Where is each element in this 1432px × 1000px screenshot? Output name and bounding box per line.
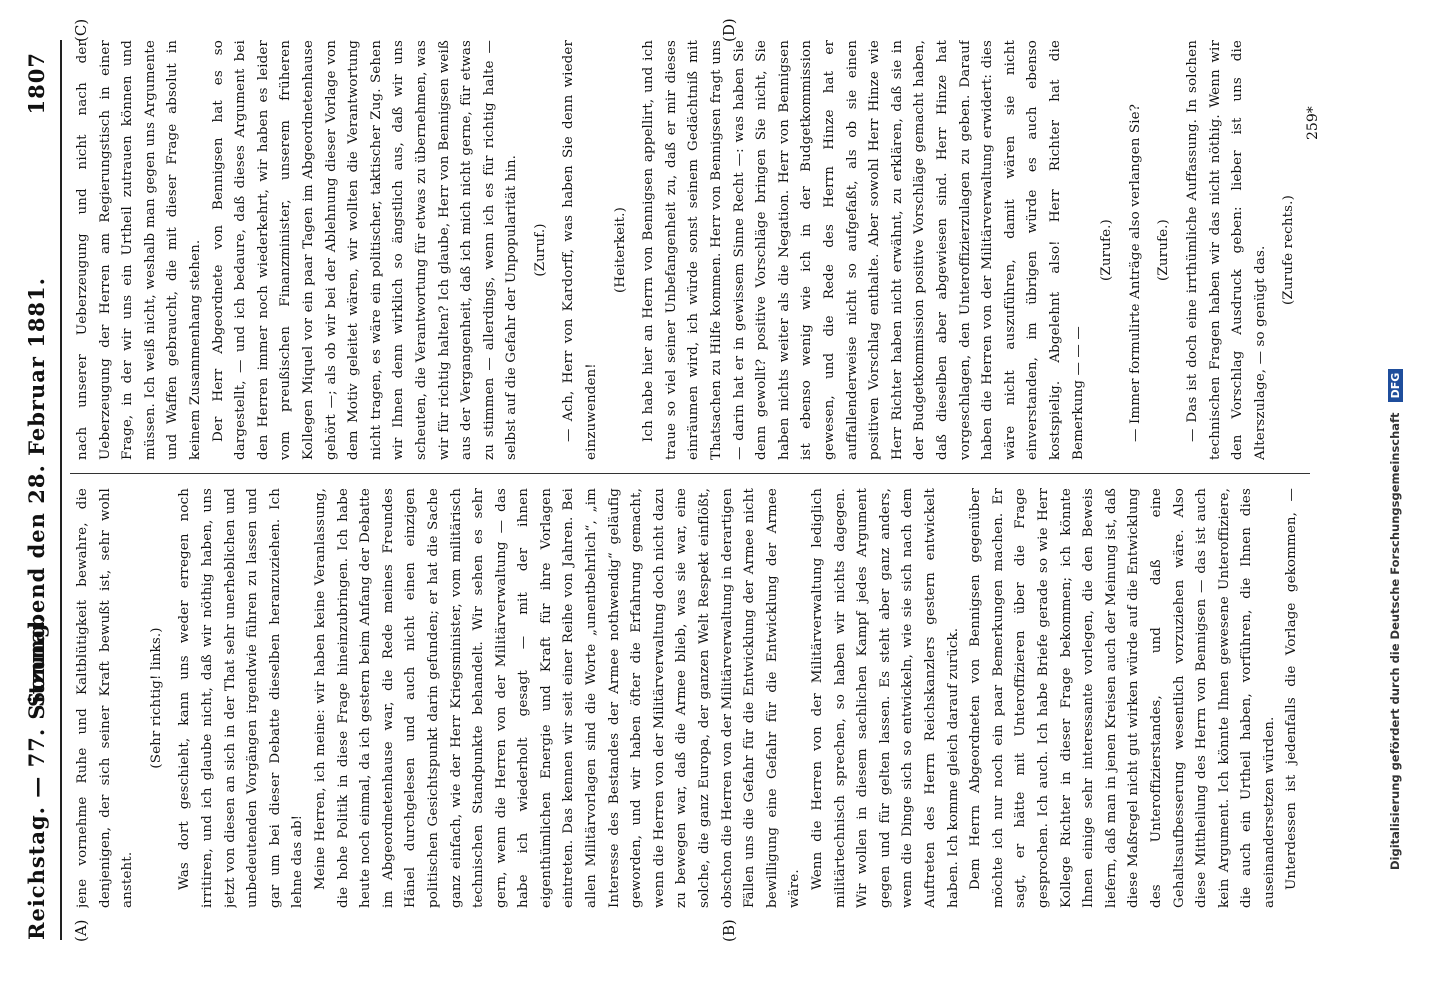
paragraph: Ich habe hier an Herrn von Bennigsen appellirt, und ich traue so viel seiner Unbefangenheit zu, daß er mir dieses einräumen wird, ich würde sonst seinem Gedächtniß mit Thatsachen zu Hilfe kommen. Herr von Bennigsen fragt uns — darin hat er in gewissem Sinne Recht —: was haben Sie denn gewollt? positive Vorschläge bringen Sie nicht, Sie haben nichts weiter als die Negation. Herr von Bennigsen ist ebenso wenig wie ich in der Budgetkommission gewesen, und die Rede des Herrn Hinze hat er auffallenderweise nicht so aufgefaßt, als ob sie einen positiven Vorschlag enthalte. Aber sowohl Herr Hinze wie Herr Richter haben nicht erwähnt, zu erklären, daß sie in der Budgetkommission positive Vorschläge gemacht haben, daß dieselben aber abgewiesen sind. Herr Hinze hat vorgeschlagen, den Unteroffizierzulagen zu geben. Darauf haben die Herren von der Militärverwaltung erwidert: dies wäre nicht auszuführen, damit wären sie nicht einverstanden, im übrigen würde es auch ebenso kostspielig. Abgelehnt also! Herr Richter hat die Bemerkung — — — xyxy=(641,40,1086,460)
interjection: (Zuruf.) xyxy=(532,223,548,277)
interjection: (Heiterkeit.) xyxy=(612,207,628,293)
paragraph: — Das ist doch eine irrthümliche Auffassung. In solchen technischen Fragen haben wir das nicht nöthig. Wenn wir den Vorschlag Ausdruck geben: lieber ist uns die Alterszulage, — so genügt das. xyxy=(1184,40,1268,460)
interjection: (Zurufe rechts.) xyxy=(1281,195,1297,305)
header-rule xyxy=(60,40,62,940)
left-text-column xyxy=(72,488,1302,908)
margin-marker-c: (C) xyxy=(72,18,90,42)
margin-marker-b: (B) xyxy=(720,919,738,942)
margin-marker-a: (A) xyxy=(72,919,90,942)
digitization-credit xyxy=(1388,10,1412,870)
digitization-note: Digitalisierung gefördert durch die Deutsche Forschungsgemeinschaft xyxy=(1388,412,1402,870)
column-divider xyxy=(70,473,1310,474)
paragraph: — Immer formulirte Anträge also verlangen Sie? xyxy=(1127,103,1143,442)
paragraph: Dem Herrn Abgeordneten von Bennigsen gegenüber möchte ich nur noch ein paar Bemerkungen machen. Er sagt, er hätte mit Unteroffizieren über die Frage gesprochen. Ich auch. Ich habe Briefe gerade so wie Herr Kollege Richter in dieser Frage bekommen; ich könnte Ihnen einige sehr interessante vorlegen, die den Beweis liefern, daß man in jenen Kreisen auch der Meinung ist, daß diese Maßregel nicht gut wirken würde auf die Entwicklung des Unteroffizierstandes, und daß eine Gehaltsaufbesserung wesentlich vorzuziehen wäre. Also diese Mittheilung des Herrn von Bennigsen — das ist auch kein Argument. Ich könnte Ihnen gewesene Unteroffiziere, die auch ein Urtheil haben, vorführen, die Ihnen dies auseinandersetzen würden. xyxy=(968,488,1277,908)
paragraph: nach unserer Ueberzeugung und nicht nach der Ueberzeugung der Herren am Regierungstisch in einer Frage, in der wir uns ein Urtheil zutrauen können und müssen. Ich weiß nicht, weshalb man gegen uns Argumente und Waffen gebraucht, die mit dieser Frage absolut in keinem Zusammenhang stehen. xyxy=(75,40,203,460)
interjection: (Sehr richtig! links.) xyxy=(148,627,164,769)
page-header xyxy=(14,32,62,952)
paragraph: Der Herr Abgeordnete von Bennigsen hat es so dargestellt, — und ich bedaure, daß dieses Argument bei den Herren immer noch wiederkehrt, wir haben es leider vom preußischen Finanzminister, unserem früheren Kollegen Miquel vor ein paar Tagen im Abgeordnetenhause gehört —; als ob wir bei der Ablehnung dieser Vorlage von dem Motiv geleitet wären, wir wollten die Verantwortung nicht tragen, es wäre ein politischer, taktischer Zug. Sehen wir Ihnen denn wirklich so ängstlich aus, daß wir uns scheuten, die Verantwortung für etwas zu übernehmen, was wir für richtig halten? Ich glaube, Herr von Bennigsen weiß aus der Vergangenheit, daß ich mich nicht gerne, für etwas zu stimmen — allerdings, wenn ich es für richtig halte — selbst auf die Gefahr der Unpopularität hin. xyxy=(210,40,520,460)
header-date: Sonnabend den 28. Februar 1881. xyxy=(24,277,49,707)
signature-mark: 259* xyxy=(1305,106,1321,140)
margin-marker-d: (D) xyxy=(720,18,738,42)
paragraph: Unterdessen ist jedenfalls die Vorlage gekommen, — xyxy=(1284,488,1300,890)
paragraph: Wenn die Herren von der Militärverwaltung lediglich militärtechnisch sprechen, so haben wir nichts dagegen. Wir wollen in diesem sachlichen Kampf jedes Argument gegen und für gelten lassen. Es steht aber ganz anders, wenn die Dinge sich so entwickeln, wie sie sich nach dem Auftreten des Herrn Reichskanzlers gestern entwickelt haben. Ich komme gleich darauf zurück. xyxy=(810,488,961,908)
paragraph: jene vornehme Ruhe und Kaltblütigkeit bewahre, die denjenigen, der sich seiner Kraft bewußt ist, sehr wohl ansteht. xyxy=(75,488,136,908)
interjection: (Zurufe.) xyxy=(1156,219,1172,281)
right-text-column xyxy=(72,40,1302,460)
paragraph: — Ach, Herr von Kardorff, was haben Sie denn wieder einzuwenden! xyxy=(561,40,600,460)
header-session: Reichstag. — 77. Sitzung. xyxy=(24,614,49,940)
interjection: (Zurufe.) xyxy=(1099,219,1115,281)
paragraph: Was dort geschieht, kann uns weder erregen noch irritiren, und ich glaube nicht, daß wir nöthig haben, uns jetzt von diesen an sich in der That sehr unerheblichen und unbedeutenden Vorgängen irgendwie führen zu lassen und gar um bei dieser Debatte dieselben heranzuziehen. Ich lehne das ab! xyxy=(177,488,306,908)
paragraph: Meine Herren, ich meine: wir haben keine Veranlassung, die hohe Politik in diese Frage hineinzubringen. Ich habe heute noch einmal, da ich gestern beim Anfang der Debatte im Abgeordnetenhause war, die Rede meines Freundes Hänel durchgelesen und auch nicht einen einzigen politischen Gesichtspunkt darin gefunden; er hat die Sache ganz einfach, wie der Herr Kriegsminister, vom militärisch technischen Standpunkte behandelt. Wir sehen es sehr gern, wenn die Herren von der Militärverwaltung — das habe ich wiederholt gesagt — mit der ihnen eigenthümlichen Energie und Kraft für ihre Vorlagen eintreten. Das kennen wir seit einer Reihe von Jahren. Bei allen Militärvorlagen sind die Worte „unentbehrlich“, „im Interesse des Bestandes der Armee nothwendig“ geläufig geworden, und wir haben öfter die Erfahrung gemacht, wenn die Herren von der Militärverwaltung doch nicht dazu zu bewegen war, daß die Armee blieb, was sie war, eine solche, die ganz Europa, der ganzen Welt Respekt einflößt, obschon die Herren von der Militärverwaltung in derartigen Fällen uns die Gefahr für die Entwicklung der Armee nicht bewilligung eine Gefahr für die Entwicklung der Armee wäre. xyxy=(312,488,803,908)
dfg-logo: DFG xyxy=(1388,369,1403,403)
page-number: 1807 xyxy=(24,52,49,115)
